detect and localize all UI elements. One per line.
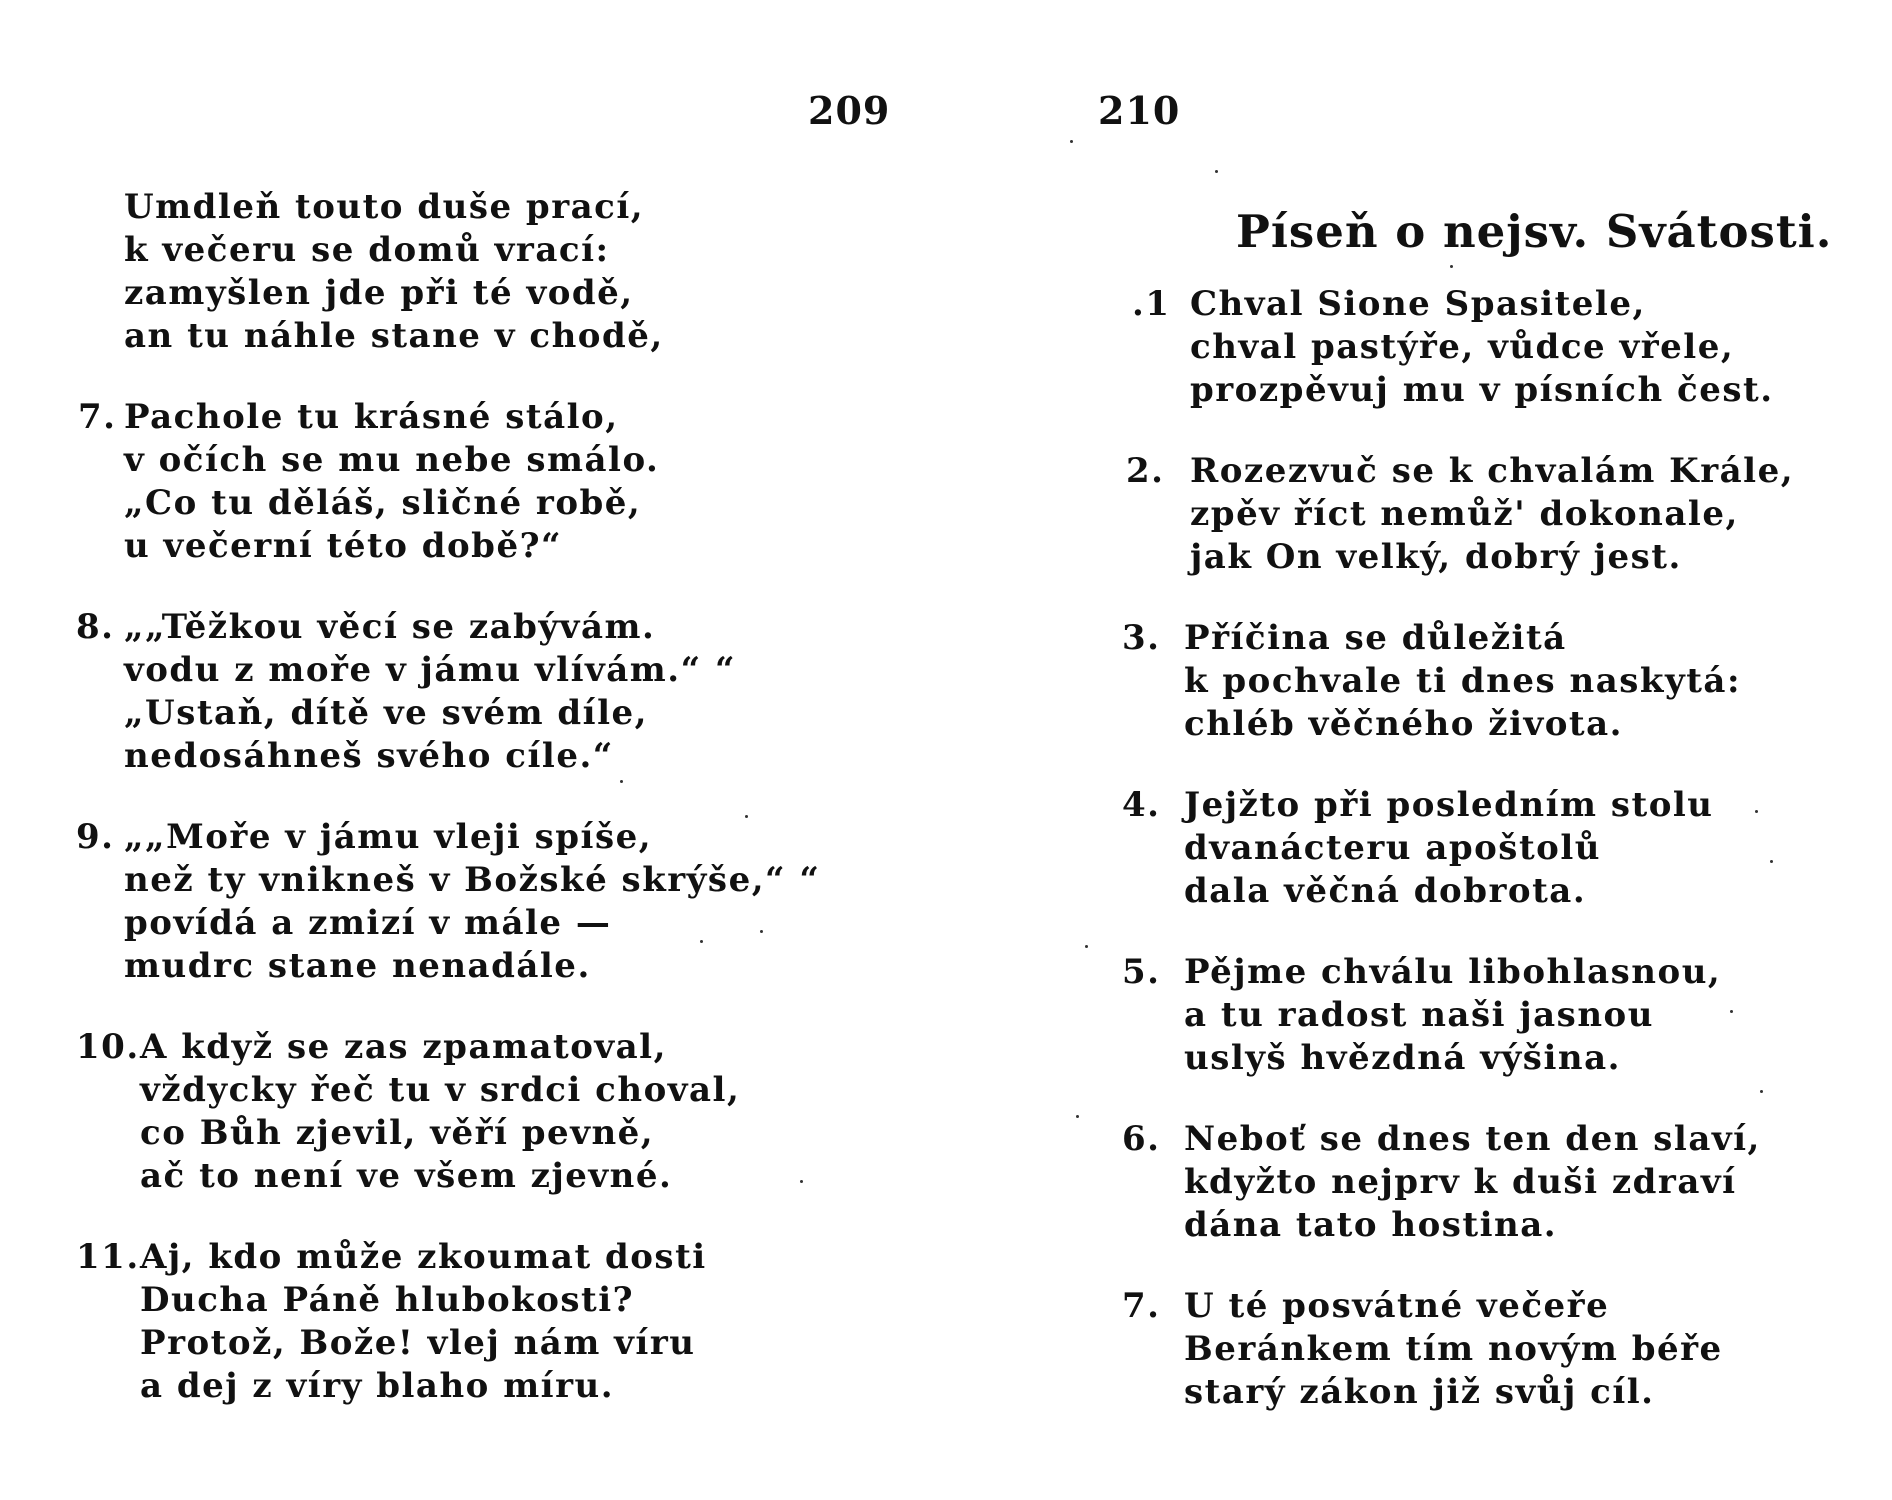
stanza-number: 9. — [76, 817, 115, 857]
verse-line: ač to není ve všem zjevné. — [140, 1156, 673, 1196]
verse-line: „Ustaň, dítě ve svém díle, — [124, 693, 648, 733]
verse-line: v očích se mu nebe smálo. — [124, 440, 660, 480]
verse-line: U té posvátné večeře — [1184, 1286, 1610, 1326]
verse-line: prozpěvuj mu v písních čest. — [1190, 370, 1774, 410]
verse-line: mudrc stane nenadále. — [124, 946, 591, 986]
verse-line: Příčina se důležitá — [1184, 618, 1567, 658]
verse-line: Beránkem tím novým béře — [1184, 1329, 1723, 1369]
stanza-number: 7. — [78, 397, 117, 437]
right-page — [946, 0, 1892, 1500]
stanza-number: .1 — [1132, 284, 1171, 324]
verse-line: Protož, Bože! vlej nám víru — [140, 1323, 696, 1363]
verse-line: Neboť se dnes ten den slaví, — [1184, 1119, 1761, 1159]
verse-line: dvanácteru apoštolů — [1184, 828, 1601, 868]
verse-line: nedosáhneš svého cíle.“ — [124, 736, 614, 776]
speck — [1070, 140, 1073, 143]
speck — [1730, 1010, 1733, 1013]
speck — [1085, 945, 1088, 948]
verse-line: kdyžto nejprv k duši zdraví — [1184, 1162, 1737, 1202]
stanza-number: 11. — [76, 1237, 140, 1277]
verse-line: chléb věčného života. — [1184, 704, 1623, 744]
verse-line: než ty vnikneš v Božské skrýše,“ “ — [124, 860, 821, 900]
verse-line: an tu náhle stane v chodě, — [124, 316, 664, 356]
verse-line: chval pastýře, vůdce vřele, — [1190, 327, 1735, 367]
verse-line: vodu z moře v jámu vlívám.“ “ — [124, 650, 737, 690]
stanza-number: 3. — [1122, 618, 1161, 658]
speck — [760, 930, 763, 933]
stanza-number: 10. — [76, 1027, 140, 1067]
verse-line: a tu radost naši jasnou — [1184, 995, 1654, 1035]
speck — [1760, 1090, 1763, 1093]
speck — [1450, 265, 1453, 268]
speck — [745, 815, 748, 818]
song-title: Píseň o nejsv. Svátosti. — [1236, 205, 1833, 258]
verse-line: u večerní této době?“ — [124, 526, 563, 566]
verse-line: a dej z víry blaho míru. — [140, 1366, 615, 1406]
verse-line: Jejžto při posledním stolu — [1184, 785, 1714, 825]
stanza-number: 6. — [1122, 1119, 1161, 1159]
verse-line: starý zákon již svůj cíl. — [1184, 1372, 1655, 1412]
verse-line: Rozezvuč se k chvalám Krále, — [1190, 451, 1795, 491]
stanza-number: 4. — [1122, 785, 1161, 825]
verse-line: zamyšlen jde při té vodě, — [124, 273, 634, 313]
speck — [1770, 860, 1773, 863]
speck — [700, 940, 703, 943]
verse-line: A když se zas zpamatoval, — [140, 1027, 667, 1067]
stanza-number: 7. — [1122, 1286, 1161, 1326]
verse-line: zpěv říct nemůž' dokonale, — [1190, 494, 1739, 534]
verse-line: Chval Sione Spasitele, — [1190, 284, 1646, 324]
verse-line: Umdleň touto duše prací, — [124, 187, 645, 227]
page-number-left: 209 — [808, 88, 891, 133]
speck — [620, 780, 623, 783]
verse-line: „„Těžkou věcí se zabývám. — [124, 607, 656, 647]
verse-line: Pějme chválu libohlasnou, — [1184, 952, 1722, 992]
stanza-number: 2. — [1126, 451, 1165, 491]
speck — [800, 1180, 803, 1183]
speck — [1755, 810, 1758, 813]
stanza-number: 5. — [1122, 952, 1161, 992]
speck — [1215, 170, 1218, 173]
verse-line: uslyš hvězdná výšina. — [1184, 1038, 1621, 1078]
verse-line: Aj, kdo může zkoumat dosti — [140, 1237, 707, 1277]
verse-line: „Co tu děláš, sličné robě, — [124, 483, 642, 523]
verse-line: Ducha Páně hlubokosti? — [140, 1280, 635, 1320]
verse-line: co Bůh zjevil, věří pevně, — [140, 1113, 655, 1153]
verse-line: povídá a zmizí v mále — — [124, 903, 612, 943]
verse-line: Pachole tu krásné stálo, — [124, 397, 619, 437]
speck — [1076, 1115, 1079, 1118]
verse-line: vždycky řeč tu v srdci choval, — [140, 1070, 741, 1110]
verse-line: k pochvale ti dnes naskytá: — [1184, 661, 1741, 701]
verse-line: dala věčná dobrota. — [1184, 871, 1587, 911]
verse-line: k večeru se domů vrací: — [124, 230, 610, 270]
verse-line: „„Moře v jámu vleji spíše, — [124, 817, 653, 857]
verse-line: dána tato hostina. — [1184, 1205, 1558, 1245]
verse-line: jak On velký, dobrý jest. — [1190, 537, 1682, 577]
stanza-number: 8. — [76, 607, 115, 647]
page-number-right: 210 — [1098, 88, 1181, 133]
